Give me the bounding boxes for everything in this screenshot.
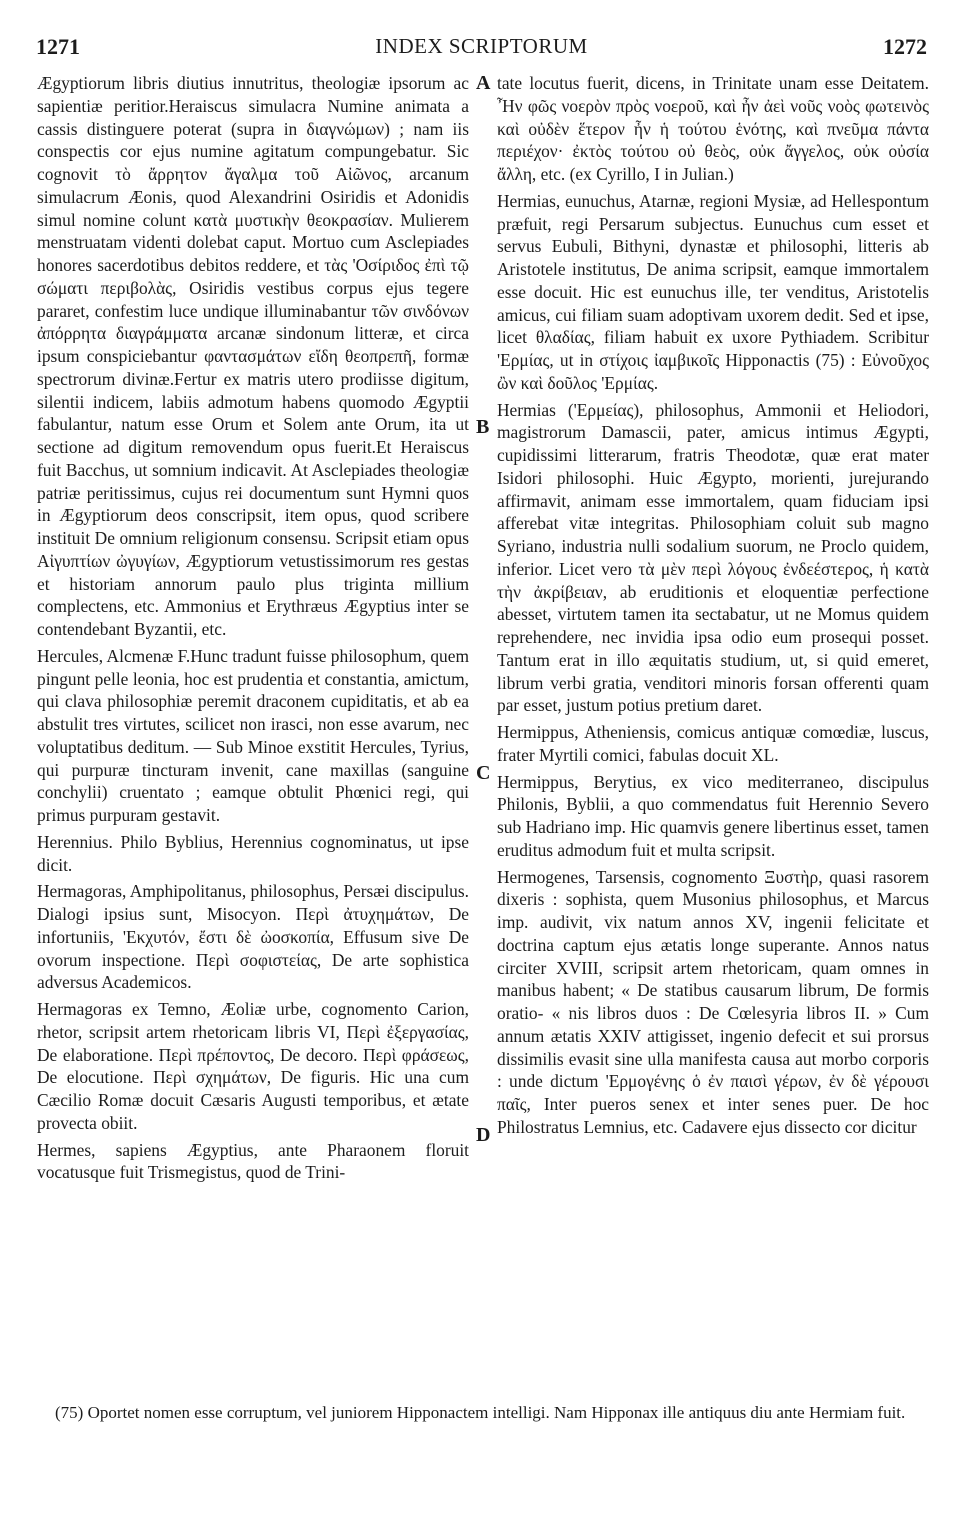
footnote-75: (75) Oportet nomen esse corruptum, vel juniorem Hipponactem intelligi. Nam Hipponax ille antiquus diu ante Hermiam fuit.	[55, 1403, 906, 1422]
entry-heraiscus-continued: Ægyptiorum libris diutius innutritus, theologiæ ipsorum ac sapientiæ peritior.Heraiscus simulacra Numine animata a cassis distinguere poterat (supra in διαγνώμων) ; nam iis conspectis cor ejus numine agitatum compungebatur. Sic cognovit τὸ ἄρρητον ἄγαλμα τοῦ Αἰῶνος, arcanum simulacrum Æonis, quod Alexandrini Osiridis et Adonidis simul nomine colunt κατὰ μυστικὴν θεοκρασίαν. Mulierem menstruatam videnti dolebat caput. Mortuo cum Asclepiades honores sacerdotibus debitos reddere, et τὰς 'Οσίριδος ἐπὶ τῷ σώματι περιβολὰς, Osiridis vestibus corpus ejus tegere pararet, confestim luce undique illuminabantur τῶν σινδόνων ἀπόρρητα διαγράμματα arcanæ sindonum litteræ, et circa ipsum conspiciebantur φαντασμάτων εἴδη θεοπρεπῆ, formæ spectrorum divinæ.Fertur ex matris utero prodiisse digitum, silentii indicem, labiis admotum habens quomodo Ægyptii fabulantur, natum esse Orum et Solem ante Orum, ita ut sectione ad digitum removendum opus fuerit.Et Heraiscus fuit Bacchus, ut somnium indicavit. At Asclepiades theologiæ patriæ peritissimus, cujus rei documentum sunt Hymni quos in Ægyptiorum deos conscripsit, item opus, quod scribere instituit De omnium religionum consensu. Scripsit etiam opus Αἰγυπτίων ὠγυγίων, Ægyptiorum vetustissimorum res gestas et historiam annorum paulo plus triginta millium complectens, etc. Ammonius et Erythræus Ægyptius inter se contendebant Byzantii, etc.	[37, 73, 469, 639]
entry-hermogenes: Hermogenes, Tarsensis, cognomento Ξυστὴρ, quasi rasorem dixeris : sophista, quem Musonius philosophus, et Marcus imp. audivit, vix natum annos XV, ingenii felicitate et doctrina captum ejus ætatis longe superante. Annos natus circiter XVIII, scripsit artem rhetoricam, quam omnes in manibus habent; « De statibus causarum librum, De formis oratio- « nis libros duos : De Cœlesyria libros II. » Cum annum ætatis XXIV attigisset, ingenio defecit et sui prorsus dissimilis evasit sine ulla manifesta causa aut morbo corporis : unde dictum 'Ερμογένης ὁ ἐν παισὶ γέρων, ἐν δὲ γέρουσι παῖς, Inter pueros senex et inter senes puer. De hoc Philostratus Lemnius, etc. Cadavere ejus dissecto cor dicitur	[497, 866, 929, 1137]
left-column	[37, 72, 469, 1382]
entry-hermippus-atheniensis: Hermippus, Atheniensis, comicus antiquæ comœdiæ, luscus, frater Myrtili comici, fabulas docuit XL.	[497, 722, 929, 765]
page-number-right: 1272	[883, 34, 927, 59]
margin-marker-d: D	[476, 1124, 491, 1146]
entry-hermias-philosophus: Hermias ('Ερμείας), philosophus, Ammonii et Heliodori, magistrorum Damascii, pater, amicus intimus Ægypti, cupidissimi litterarum, fratris Theodotæ, quæ erat mater Isidori philosophi. Huic Ægypto, morienti, jurejurando affirmavit, animam esse immortalem, quam fiduciam ipsi afferebat vitæ integritas. Philosophiam coluit sub magno Syriano, industria nulli sodalium suorum, ne Proclo quidem, inferior. Licet vero τὰ μὲν περὶ λόγους ἐνδεέστερος, ἡ κατὰ τὴν ἀκρίβειαν, ab eruditionis et eloquentiæ perfectione abesset, virtutem tamen ita sectabatur, ut ne Momus quidem reprehendere, nec invidia ipsa odio eum prosequi posset. Tantum erat in illo æquitatis studium, ut, si quid emeret, librum verbi gratia, venditori minoris forsan offerenti quam par esset, justum potius pretium daret.	[497, 399, 929, 716]
running-title: INDEX SCRIPTORUM	[375, 34, 588, 58]
entry-hermes-continued: tate locutus fuerit, dicens, in Trinitate unam esse Deitatem. Ἦν φῶς νοερὸν πρὸς νοεροῦ, καὶ ἦν ἀεὶ νοῦς νοὸς φωτεινὸς καὶ οὐδὲν ἕτερον ἦν ἡ τούτου ἑνότης, καὶ πνεῦμα πάντα περιέχον· ἐκτὸς τούτου οὐ θεὸς, οὐκ ἄγγελος, οὐκ οὐσία ἄλλη, etc. (ex Cyrillo, I in Julian.)	[497, 73, 929, 184]
margin-marker-a: A	[476, 72, 491, 94]
entry-hermippus-berytius: Hermippus, Berytius, ex vico mediterraneo, discipulus Philonis, Byblii, a quo commendatus fuit Herennio Severo sub Hadriano imp. Hic quamvis genere libertinus esset, tamen eruditus admodum fuit et multa scripsit.	[497, 771, 929, 860]
margin-marker-c: C	[476, 762, 491, 784]
entry-hermias-eunuchus: Hermias, eunuchus, Atarnæ, regioni Mysiæ, ad Hellespontum præfuit, regi Persarum subjectus. Eunuchus cum esset et servus Eubuli, Bithyni, dynastæ et philosophi, litteris ab Aristotele institutus, De anima scripsit, eamque immortalem esse docuit. Hic est eunuchus ille, ter venditus, Aristotelis amicus, cui filiam suam adoptivam uxorem dedit. Sed et ipse, licet θλαδίας, filiam habuit ex uxore Pythiadem. Scribitur 'Ερμίας, ut in στίχοις ἰαμβικοῖς Hipponactis (75) : Εὐνοῦχος ὢν καὶ δοῦλος 'Ερμίας.	[497, 190, 929, 393]
entry-hermagoras-temno: Hermagoras ex Temno, Æoliæ urbe, cognomento Carion, rhetor, scripsit artem rhetoricam libris VI, Περὶ ἐξεργασίας, De elaboratione. Περὶ πρέποντος, De decoro. Περὶ φράσεως, De elocutione. Περὶ σχημάτων, De figuris. Hic una cum Cæcilio Romæ docuit Cæsaris Augusti temporibus, et ætate provecta obiit.	[37, 999, 469, 1133]
margin-marker-b: B	[476, 416, 490, 438]
entry-hercules: Hercules, Alcmenæ F.Hunc tradunt fuisse philosophum, quem pingunt pelle leonia, hoc est prudentia et constantia, amictum, qui clava philosophiæ peremit draconem cupiditatis, et ab ea abstulit tres virtutes, scilicet non irasci, non esse avarum, nec voluptatibus deditum. — Sub Minoe exstitit Hercules, Tyrius, qui purpuræ tincturam invenit, cane maxillas (sanguine conchylii) cruentato ; eamque obtulit Phœnici regi, qui primus purpuram gestavit.	[37, 645, 469, 825]
right-column	[497, 72, 929, 1382]
page-number-left: 1271	[36, 34, 80, 59]
entry-hermagoras-amphipolitanus: Hermagoras, Amphipolitanus, philosophus, Persæi discipulus. Dialogi ipsius sunt, Misocyon. Περὶ ἀτυχημάτων, De infortuniis, 'Εκχυτόν, ἔστι δὲ ὠοσκοπία, Effusum sive De ovorum inspectione. Περὶ σοφιστείας, De arte sophistica adversus Academicos.	[37, 881, 469, 993]
page-header	[36, 34, 927, 64]
entry-hermes: Hermes, sapiens Ægyptius, ante Pharaonem floruit vocatusque fuit Trismegistus, quod de Trini-	[37, 1139, 469, 1183]
entry-herennius: Herennius. Philo Byblius, Herennius cognominatus, ut ipse dicit.	[37, 831, 469, 875]
